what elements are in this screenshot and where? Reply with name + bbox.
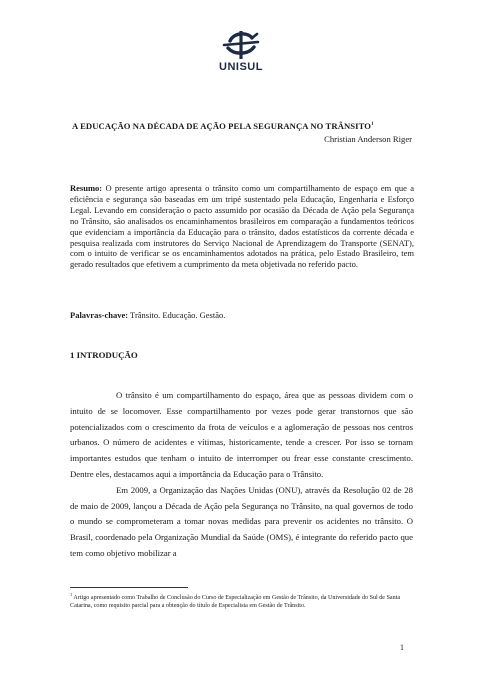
logo-text: UNISUL	[219, 61, 263, 73]
title-footnote-mark: 1	[371, 122, 374, 128]
abstract	[70, 183, 414, 270]
footnote	[70, 591, 414, 611]
unisul-emblem-icon	[212, 28, 270, 62]
footnote-divider	[70, 587, 188, 588]
footnote-mark: 1	[70, 592, 73, 597]
unisul-logo	[212, 28, 270, 74]
keywords	[70, 310, 414, 320]
paper-title	[72, 121, 432, 131]
body-text	[70, 388, 413, 562]
author-name: Christian Anderson Riger	[324, 134, 412, 144]
keywords-label: Palavras-chave:	[70, 310, 129, 320]
paper-title-text: A EDUCAÇÃO NA DÉCADA DE AÇÃO PELA SEGURANÇA NO TRÂNSITO	[72, 121, 372, 131]
footnote-text: Artigo apresentado como Trabalho de Conclusão do Curso de Especialização em Gestão de Trânsito, da Universidade do Sul de Santa Catarina, como requisito parcial para a obtenção do título de Especialista em Gestão de Trânsito.	[70, 595, 401, 609]
section-heading: 1 INTRODUÇÃO	[70, 350, 138, 360]
paragraph: Em 2009, a Organização das Nações Unidas (ONU), através da Resolução 02 de 28 de maio de 2009, lançou a Década de Ação pela Segurança no Trânsito, na qual governos de todo o mundo se comprometeram a tomar novas medidas para prevenir os acidentes no trânsito. O Brasil, coordenado pela Organização Mundial da Saúde (OMS), é integrante do referido pacto que tem como objetivo mobilizar a	[70, 484, 413, 558]
keywords-text: Trânsito. Educação. Gestão.	[128, 310, 226, 320]
abstract-text: O presente artigo apresenta o trânsito como um compartilhamento de espaço em que a eficiência e segurança são baseadas em um tripé sustentado pela Educação, Engenharia e Esforço Legal. Levando em consideração o pacto assumido por ocasião da Década de Ação pela Segurança no Trânsito, são analisados os encaminhamentos brasileiros em comparação a fundamentos teóricos que evidenciam a importância da Educação para o trânsito, dados estatísticos da corrente década e pesquisa realizada com instrutores do Serviço Nacional de Aprendizagem do Transporte (SENAT), com o intuito de verificar se os encaminhamentos adotados na prática, pelo Estado Brasileiro, tem gerado resultados que efetivem a cumprimento da meta objetivada no referido pacto.	[70, 183, 414, 270]
page-number: 1	[400, 643, 404, 652]
paragraph: O trânsito é um compartilhamento do espaço, área que as pessoas dividem com o intuito de se locomover. Esse compartilhamento por vezes pode gerar transtornos que são potencializados com o crescimento da frota de veículos e a aglomeração de pessoas nos centros urbanos. O número de acidentes e vítimas, historicamente, tende a crescer. Por isso se tornam importantes estudos que tenham o intuito de interromper ou frear esse constante crescimento. Dentre eles, destacamos aqui a importância da Educação para o Trânsito.	[70, 390, 413, 479]
abstract-label: Resumo:	[70, 183, 103, 193]
